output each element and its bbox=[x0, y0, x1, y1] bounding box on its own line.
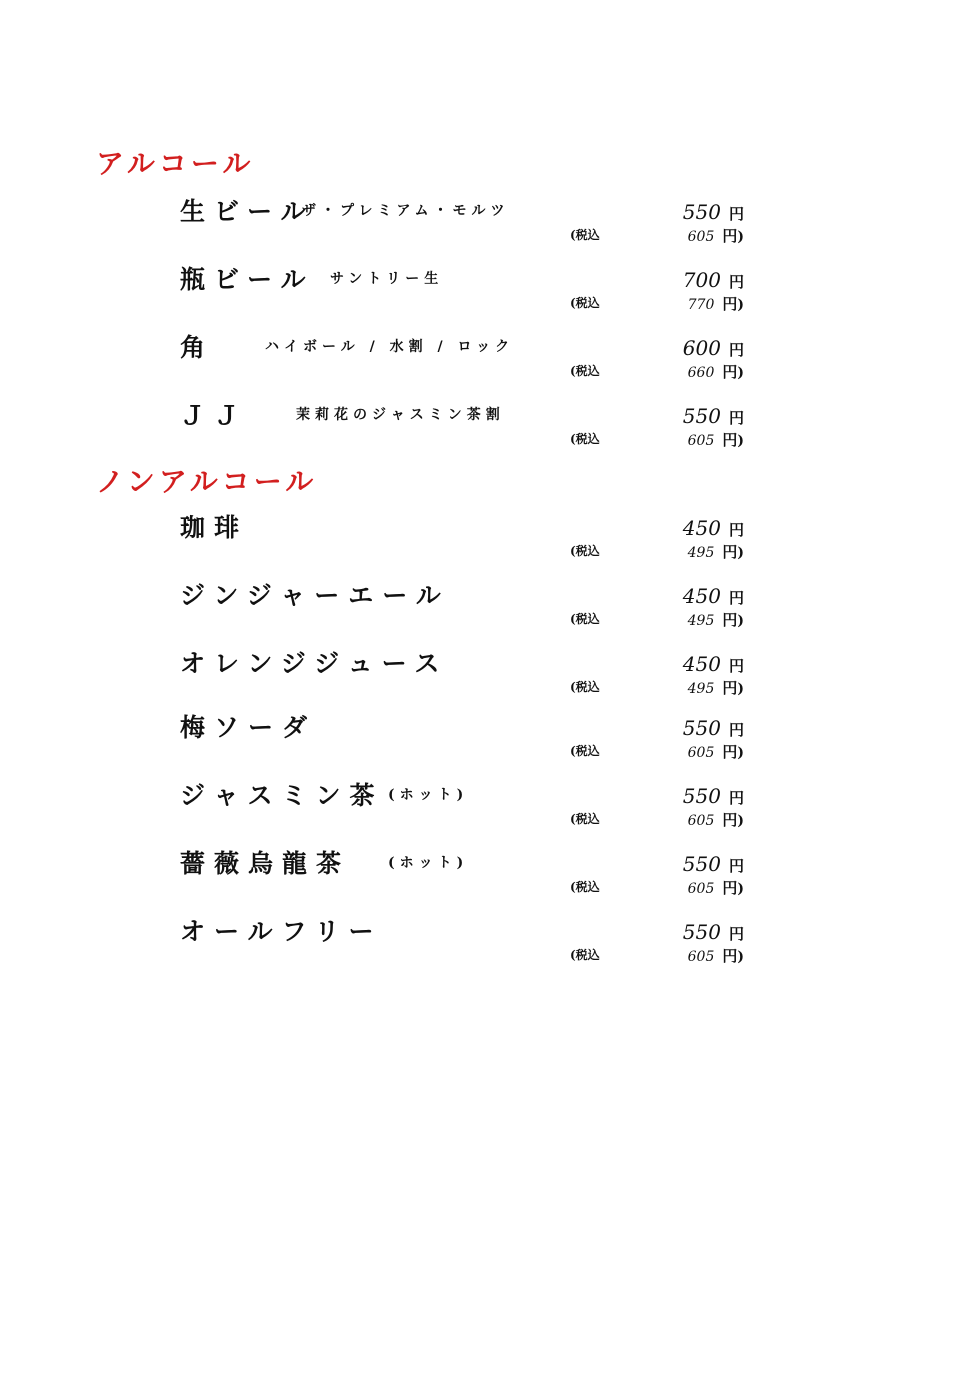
price: 550 円 bbox=[682, 404, 744, 428]
item-name: オレンジジュース bbox=[180, 649, 449, 678]
item-name: 瓶ビール bbox=[180, 265, 315, 294]
tax-label: (税込 bbox=[570, 228, 600, 242]
item-name: ジャスミン茶 bbox=[180, 781, 384, 810]
item-name: オールフリー bbox=[180, 917, 383, 946]
item-name: ＪＪ bbox=[180, 401, 249, 430]
price: 550 円 bbox=[682, 920, 744, 944]
tax-price: 495 円) bbox=[687, 543, 744, 561]
item-desc: (ホット) bbox=[388, 855, 469, 871]
item-desc: ザ・プレミアム・モルツ bbox=[302, 203, 510, 219]
price: 450 円 bbox=[682, 516, 744, 540]
item-desc: サントリー生 bbox=[330, 271, 444, 287]
tax-label: (税込 bbox=[570, 812, 600, 826]
tax-price: 605 円) bbox=[687, 743, 744, 761]
menu-item-ume-soda bbox=[0, 708, 980, 764]
price: 700 円 bbox=[682, 268, 744, 292]
tax-price: 605 円) bbox=[687, 227, 744, 245]
item-name: ジンジャーエール bbox=[180, 581, 450, 610]
tax-price: 495 円) bbox=[687, 679, 744, 697]
tax-label: (税込 bbox=[570, 612, 600, 626]
item-name: 珈琲 bbox=[180, 513, 249, 542]
menu-item-nama-beer bbox=[0, 192, 980, 248]
item-name: 生ビール bbox=[180, 197, 315, 226]
tax-price: 495 円) bbox=[687, 611, 744, 629]
tax-label: (税込 bbox=[570, 364, 600, 378]
price: 550 円 bbox=[682, 852, 744, 876]
price: 550 円 bbox=[682, 784, 744, 808]
menu-item-jasmine-tea bbox=[0, 776, 980, 832]
section-heading-alcohol: アルコール bbox=[96, 147, 255, 180]
tax-label: (税込 bbox=[570, 880, 600, 894]
item-name: 薔薇烏龍茶 bbox=[180, 849, 351, 878]
tax-label: (税込 bbox=[570, 544, 600, 558]
price: 450 円 bbox=[682, 584, 744, 608]
menu-item-coffee bbox=[0, 508, 980, 564]
item-desc: (ホット) bbox=[388, 787, 469, 803]
tax-price: 605 円) bbox=[687, 947, 744, 965]
item-name: 角 bbox=[180, 333, 215, 362]
tax-label: (税込 bbox=[570, 680, 600, 694]
price: 450 円 bbox=[682, 652, 744, 676]
tax-label: (税込 bbox=[570, 744, 600, 758]
price: 550 円 bbox=[682, 716, 744, 740]
tax-price: 660 円) bbox=[687, 363, 744, 381]
tax-price: 605 円) bbox=[687, 431, 744, 449]
menu-item-rose-oolong-tea bbox=[0, 844, 980, 900]
menu-item-bottle-beer bbox=[0, 260, 980, 316]
menu-item-jj bbox=[0, 396, 980, 452]
section-heading-non-alcohol: ノンアルコール bbox=[96, 465, 318, 498]
tax-price: 770 円) bbox=[687, 295, 744, 313]
tax-label: (税込 bbox=[570, 948, 600, 962]
menu-item-orange-juice bbox=[0, 644, 980, 700]
tax-label: (税込 bbox=[570, 296, 600, 310]
price: 600 円 bbox=[682, 336, 744, 360]
tax-label: (税込 bbox=[570, 432, 600, 446]
item-desc: 茉莉花のジャスミン茶割 bbox=[296, 407, 505, 423]
item-name: 梅ソーダ bbox=[180, 713, 317, 742]
tax-price: 605 円) bbox=[687, 879, 744, 897]
price: 550 円 bbox=[682, 200, 744, 224]
item-desc: ハイボール / 水割 / ロック bbox=[265, 339, 515, 355]
menu-item-all-free bbox=[0, 912, 980, 968]
tax-price: 605 円) bbox=[687, 811, 744, 829]
menu-item-kaku bbox=[0, 328, 980, 384]
menu-item-ginger-ale bbox=[0, 576, 980, 632]
